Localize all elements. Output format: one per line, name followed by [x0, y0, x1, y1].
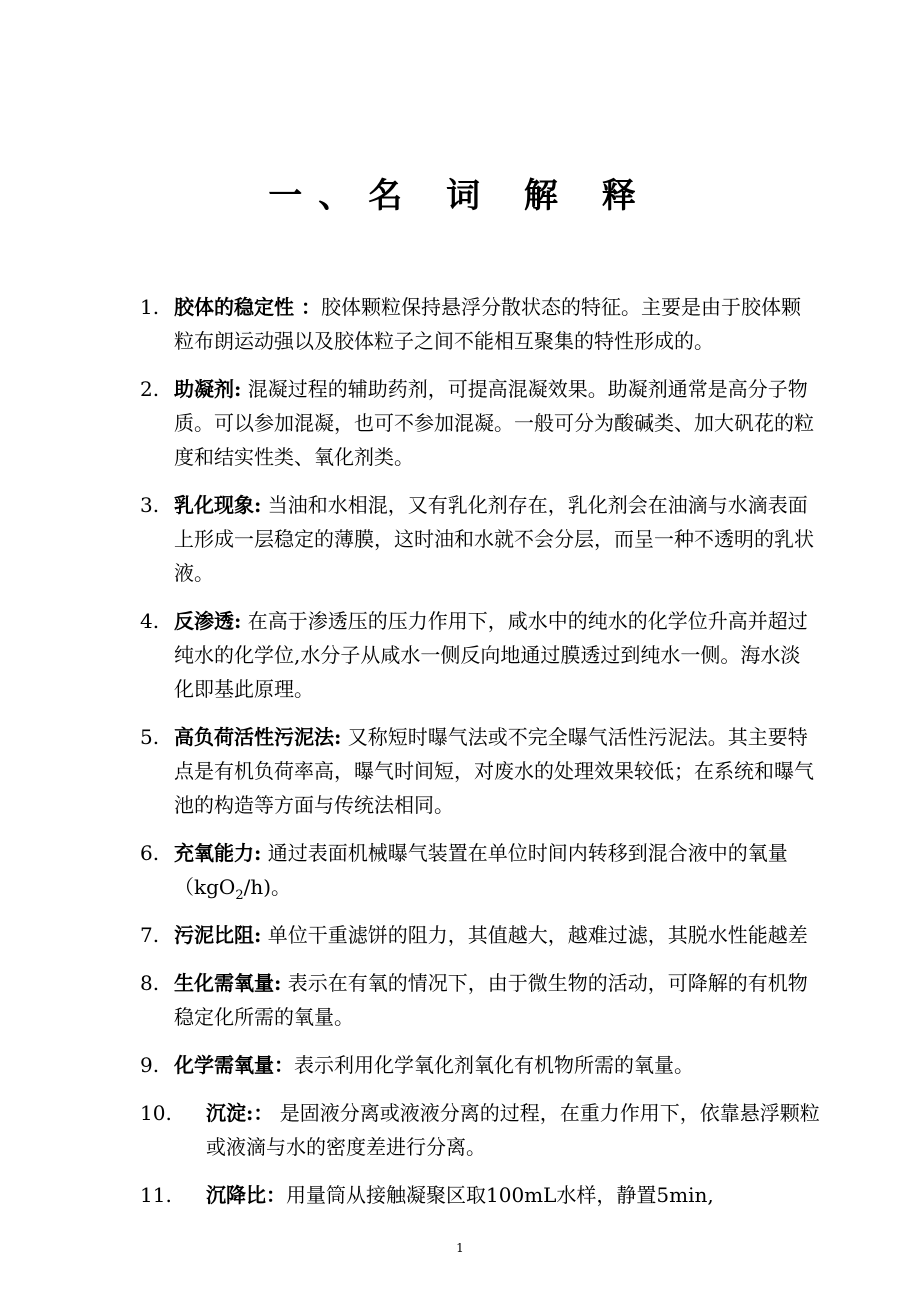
term-item-emulsification: [140, 488, 820, 590]
term-definition-tail: /h)。: [243, 875, 292, 899]
term-name: 反渗透: [174, 609, 234, 633]
page-number: 1: [456, 1241, 464, 1255]
term-definition: 在高于渗透压的压力作用下，咸水中的纯水的化学位升高并超过纯水的化学位,水分子从咸水一侧反向地通过膜透过到纯水一侧。海水淡化即基此原理。: [174, 609, 808, 701]
term-definition: 混凝过程的辅助药剂，可提高混凝效果。助凝剂通常是高分子物质。可以参加混凝，也可不参加混凝。一般可分为酸碱类、加大矾花的粒度和结实性类、氧化剂类。: [174, 377, 814, 469]
term-definition: 又称短时曝气法或不完全曝气活性污泥法。其主要特点是有机负荷率高，曝气时间短，对废水的处理效果较低；在系统和曝气池的构造等方面与传统法相同。: [174, 725, 814, 817]
term-number: 5.: [140, 725, 160, 749]
term-definition: 当油和水相混，又有乳化剂存在，乳化剂会在油滴与水滴表面上形成一层稳定的薄膜，这时油和水就不会分层，而呈一种不透明的乳状液。: [174, 493, 814, 585]
term-definition: 表示在有氧的情况下，由于微生物的活动，可降解的有机物稳定化所需的氧量。: [174, 971, 808, 1029]
term-number: 2.: [140, 377, 160, 401]
term-separator: ：: [274, 1053, 294, 1077]
term-name: 胶体的稳定性: [174, 295, 294, 319]
term-item-colloid-stability: [140, 290, 820, 358]
term-separator: :: [254, 923, 262, 947]
term-definition: 单位干重滤饼的阻力，其值越大，越难过滤，其脱水性能越差: [261, 923, 808, 947]
term-number: 9.: [140, 1053, 160, 1077]
term-separator: ：: [266, 1183, 286, 1207]
term-name: 助凝剂: [174, 377, 234, 401]
term-separator: :: [254, 493, 262, 517]
term-number: 8.: [140, 971, 160, 995]
term-definition: 表示利用化学氧化剂氧化有机物所需的氧量。: [294, 1053, 694, 1077]
term-item-high-rate-activated-sludge: [140, 720, 820, 822]
term-definition: 胶体颗粒保持悬浮分散状态的特征。主要是由于胶体颗粒布朗运动强以及胶体粒子之间不能相互聚集的特性形成的。: [174, 295, 801, 353]
subscript: 2: [235, 888, 244, 903]
term-item-settling-ratio: [140, 1178, 820, 1212]
term-separator: :: [334, 725, 342, 749]
term-definition: 通过表面机械曝气装置在单位时间内转移到混合液中的氧量（kgO: [174, 841, 788, 899]
term-item-cod: [140, 1048, 820, 1082]
term-item-coagulant-aid: [140, 372, 820, 474]
term-name: 充氧能力: [174, 841, 254, 865]
term-number: 10.: [140, 1101, 172, 1125]
term-definition: 用量筒从接触凝聚区取100mL水样，静置5min,: [286, 1183, 714, 1207]
term-name: 乳化现象: [174, 493, 254, 517]
term-number: 3.: [140, 493, 160, 517]
term-item-specific-resistance: [140, 918, 820, 952]
term-list: [140, 290, 820, 1226]
term-name: 高负荷活性污泥法: [174, 725, 334, 749]
term-item-reverse-osmosis: [140, 604, 820, 706]
term-name: 生化需氧量: [174, 971, 274, 995]
term-separator: ：: [294, 295, 321, 319]
term-number: 11.: [140, 1183, 172, 1207]
page-title: 一、名 词 解 释: [268, 176, 652, 216]
term-definition: 是固液分离或液液分离的过程，在重力作用下，依靠悬浮颗粒或液滴与水的密度差进行分离。: [206, 1101, 820, 1159]
term-name: 沉降比: [206, 1183, 266, 1207]
term-item-bod: [140, 966, 820, 1034]
term-separator: :: [234, 609, 242, 633]
term-separator: :: [234, 377, 242, 401]
term-name: 污泥比阻: [174, 923, 254, 947]
term-number: 1.: [140, 295, 160, 319]
term-separator: :：: [246, 1101, 274, 1125]
term-name: 化学需氧量: [174, 1053, 274, 1077]
term-separator: :: [254, 841, 262, 865]
term-number: 6.: [140, 841, 160, 865]
term-separator: :: [274, 971, 282, 995]
term-number: 4.: [140, 609, 160, 633]
term-item-sedimentation: [140, 1096, 820, 1164]
term-item-oxygenation-capacity: [140, 836, 820, 904]
term-name: 沉淀: [206, 1101, 246, 1125]
term-number: 7.: [140, 923, 160, 947]
